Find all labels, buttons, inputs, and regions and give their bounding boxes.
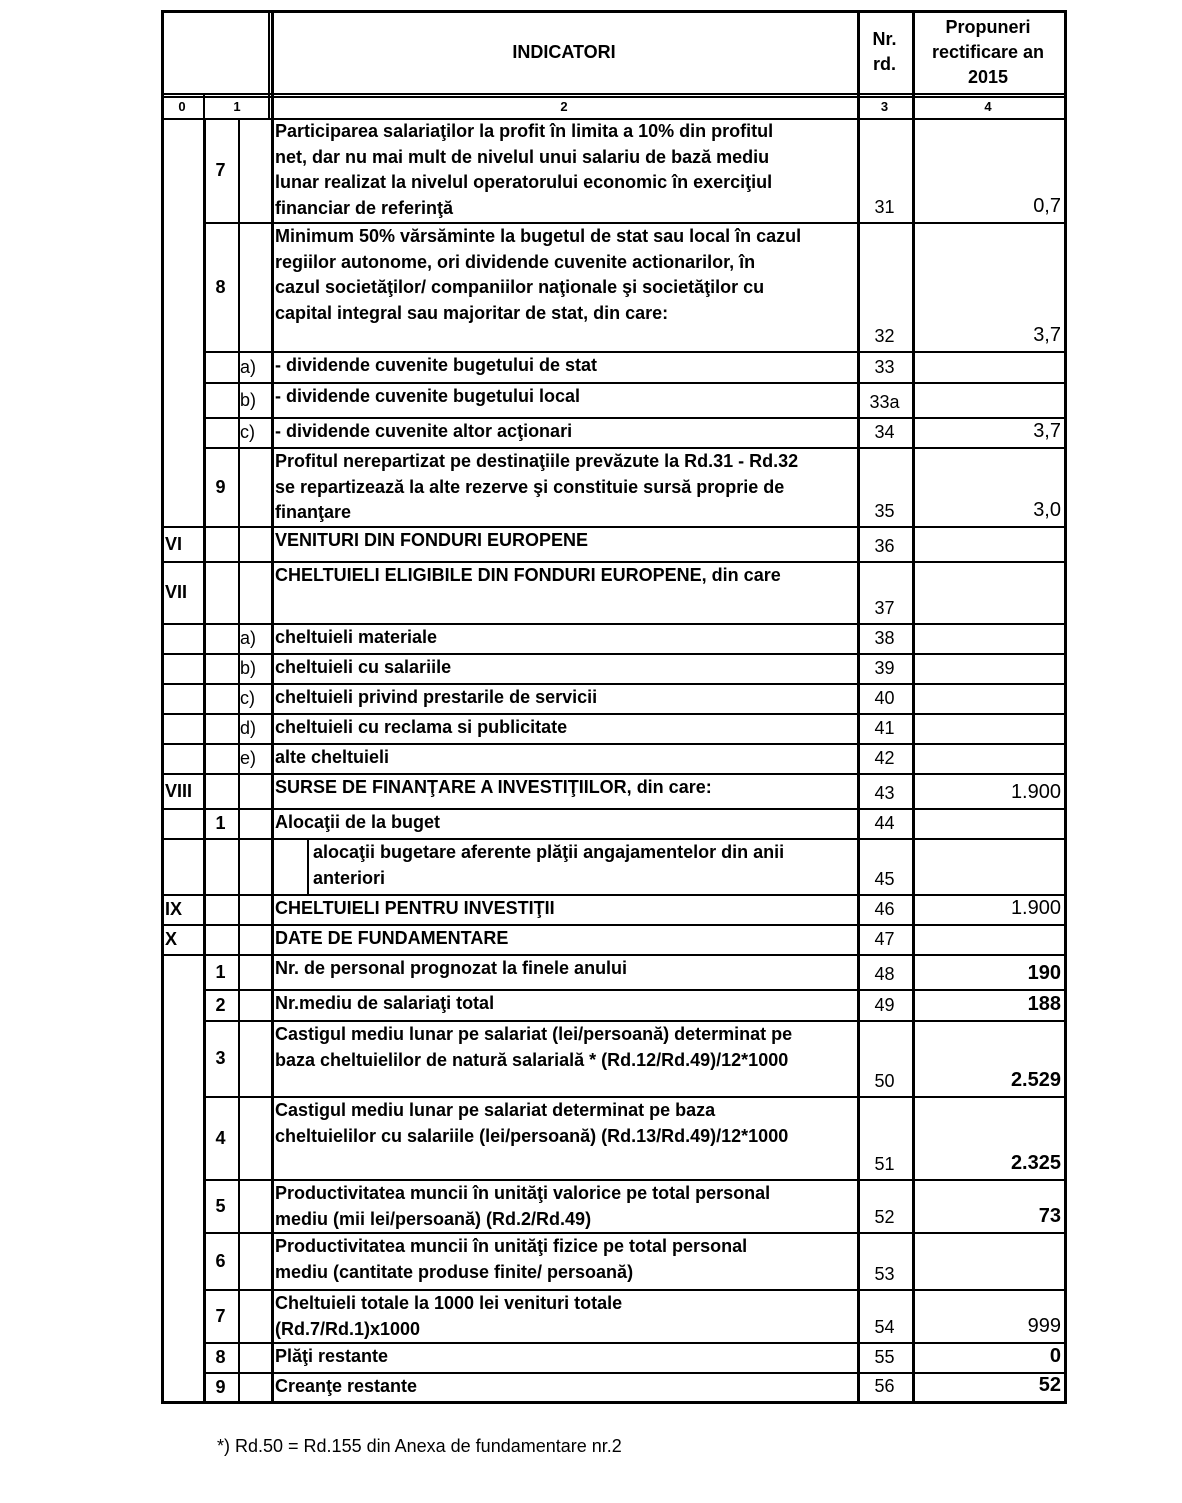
sub-letter: b) bbox=[240, 658, 257, 678]
column-divider bbox=[238, 839, 240, 895]
row-number: 3 bbox=[215, 1048, 226, 1068]
nr-rd: 35 bbox=[874, 501, 895, 521]
nr-rd: 33 bbox=[874, 357, 895, 377]
nr-rd: 56 bbox=[874, 1376, 895, 1396]
column-divider bbox=[238, 1373, 240, 1402]
nr-rd: 50 bbox=[874, 1071, 895, 1091]
header-indicatori: INDICATORI bbox=[512, 42, 616, 62]
indicator-text: Participarea salariaţilor la profit în limita a 10% din profitul net, dar nu mai mult de nivelul unui salariu de bază mediu lunar realizat la nivelul operatorului economic în exerciţiul financiar de referinţă bbox=[275, 121, 774, 218]
sub-letter: e) bbox=[240, 748, 257, 768]
indicator-text: alocaţii bugetare aferente plăţii angajamentelor din anii anteriori bbox=[313, 842, 785, 888]
row-number: 5 bbox=[215, 1195, 226, 1216]
index-cell: 2 bbox=[560, 99, 568, 114]
column-divider bbox=[238, 955, 240, 990]
nr-rd: 37 bbox=[874, 598, 895, 618]
value: 3,0 bbox=[1033, 499, 1061, 521]
column-divider bbox=[238, 990, 240, 1021]
indicator-text: Profitul nerepartizat pe destinaţiile prevăzute la Rd.31 - Rd.32 se repartizează la alte rezerve şi constituie sursă proprie de finanţare bbox=[275, 451, 799, 522]
indicator-text: cheltuieli cu reclama si publicitate bbox=[275, 717, 568, 737]
value: 190 bbox=[1027, 962, 1061, 984]
row-number: 8 bbox=[215, 276, 226, 297]
indicator-text: Castigul mediu lunar pe salariat determinat pe baza cheltuielilor cu salariile (lei/persoană) (Rd.13/Rd.49)/12*1000 bbox=[275, 1100, 789, 1146]
indicator-text: cheltuieli materiale bbox=[275, 627, 438, 647]
column-divider bbox=[271, 10, 274, 1404]
indicator-text: VENITURI DIN FONDURI EUROPENE bbox=[275, 530, 589, 550]
indicator-text: Nr.mediu de salariaţi total bbox=[275, 993, 495, 1013]
nr-rd: 55 bbox=[874, 1347, 895, 1367]
indicators-table bbox=[160, 10, 1065, 1403]
indicator-text: CHELTUIELI ELIGIBILE DIN FONDURI EUROPENE, din care bbox=[275, 565, 781, 585]
sub-letter: d) bbox=[240, 718, 257, 738]
column-divider bbox=[238, 809, 240, 839]
nr-rd: 47 bbox=[874, 929, 895, 949]
column-divider bbox=[1064, 10, 1067, 1404]
indicator-text: Nr. de personal prognozat la finele anului bbox=[275, 958, 628, 978]
row-number: 4 bbox=[215, 1127, 226, 1148]
nr-rd: 34 bbox=[874, 422, 895, 442]
nr-rd: 53 bbox=[874, 1264, 895, 1284]
nr-rd: 46 bbox=[874, 899, 895, 919]
index-cell: 3 bbox=[880, 99, 889, 114]
row-number: 8 bbox=[215, 1347, 226, 1367]
column-divider bbox=[238, 1233, 240, 1290]
column-divider bbox=[238, 1180, 240, 1233]
column-divider bbox=[238, 1343, 240, 1373]
roman-numeral: VI bbox=[165, 533, 183, 554]
row-number: 9 bbox=[215, 1377, 226, 1397]
row-number: 7 bbox=[215, 1305, 226, 1326]
nr-rd: 38 bbox=[874, 628, 895, 648]
nr-rd: 54 bbox=[874, 1317, 895, 1337]
sub-letter: c) bbox=[240, 422, 255, 442]
column-divider bbox=[238, 562, 240, 624]
sub-letter: a) bbox=[240, 628, 257, 648]
indicator-text: - dividende cuvenite bugetului de stat bbox=[275, 355, 598, 375]
column-divider bbox=[238, 1290, 240, 1343]
column-divider bbox=[203, 118, 206, 1404]
value: 1.900 bbox=[1010, 781, 1061, 803]
indicator-text: Castigul mediu lunar pe salariat (lei/persoană) determinat pe baza cheltuielilor de natură salarială * (Rd.12/Rd.49)/12*1000 bbox=[275, 1024, 793, 1070]
indicator-text: Alocaţii de la buget bbox=[275, 812, 441, 832]
column-divider bbox=[238, 1097, 240, 1180]
indicator-text: Creanţe restante bbox=[275, 1376, 418, 1396]
index-cell: 4 bbox=[984, 99, 992, 114]
nr-rd: 42 bbox=[874, 748, 895, 768]
value: 1.900 bbox=[1010, 897, 1061, 919]
footnote: *) Rd.50 = Rd.155 din Anexa de fundamentare nr.2 bbox=[217, 1436, 622, 1456]
header-nr-rd: Nr. rd. bbox=[872, 29, 897, 74]
indicator-text: cheltuieli cu salariile bbox=[275, 657, 452, 677]
value: 3,7 bbox=[1033, 420, 1061, 442]
column-divider bbox=[307, 839, 309, 895]
roman-numeral: IX bbox=[165, 899, 183, 919]
sub-letter: b) bbox=[240, 389, 257, 410]
row-number: 1 bbox=[215, 813, 226, 833]
row-number: 1 bbox=[215, 961, 226, 982]
column-divider bbox=[238, 448, 240, 527]
column-divider bbox=[238, 1021, 240, 1097]
nr-rd: 49 bbox=[874, 995, 895, 1015]
indicator-text: Productivitatea muncii în unităţi fizice pe total personal mediu (cantitate produse finite/ persoană) bbox=[275, 1236, 748, 1282]
column-divider bbox=[238, 118, 240, 223]
value: 0,7 bbox=[1033, 195, 1061, 217]
indicator-text: cheltuieli privind prestarile de servicii bbox=[275, 687, 598, 707]
row-divider bbox=[161, 93, 1066, 95]
column-divider bbox=[238, 527, 240, 562]
nr-rd: 36 bbox=[874, 536, 895, 556]
nr-rd: 39 bbox=[874, 658, 895, 678]
indicator-text: - dividende cuvenite bugetului local bbox=[275, 386, 581, 406]
nr-rd: 41 bbox=[874, 718, 895, 738]
sub-letter: a) bbox=[240, 356, 257, 377]
roman-numeral: X bbox=[165, 929, 178, 949]
header-propuneri: Propuneri rectificare an 2015 bbox=[931, 17, 1045, 87]
indicator-text: - dividende cuvenite altor acţionari bbox=[275, 421, 573, 441]
row-number: 2 bbox=[215, 994, 226, 1015]
nr-rd: 45 bbox=[874, 869, 895, 889]
sub-letter: c) bbox=[240, 688, 255, 708]
indicator-text: Productivitatea muncii în unităţi valorice pe total personal mediu (mii lei/persoană) (Rd.2/Rd.49) bbox=[275, 1183, 771, 1229]
value: 73 bbox=[1038, 1205, 1061, 1227]
value: 2.325 bbox=[1010, 1152, 1061, 1174]
column-divider bbox=[161, 10, 164, 1404]
nr-rd: 33a bbox=[869, 392, 900, 412]
row-number: 6 bbox=[215, 1250, 226, 1271]
column-divider bbox=[238, 895, 240, 925]
nr-rd: 52 bbox=[874, 1207, 895, 1227]
roman-numeral: VII bbox=[165, 582, 188, 602]
column-divider bbox=[238, 223, 240, 352]
value: 2.529 bbox=[1010, 1069, 1061, 1091]
nr-rd: 48 bbox=[874, 964, 895, 984]
row-number: 7 bbox=[215, 159, 226, 180]
column-divider bbox=[238, 925, 240, 955]
nr-rd: 44 bbox=[874, 813, 895, 833]
nr-rd: 31 bbox=[874, 197, 895, 217]
indicator-text: CHELTUIELI PENTRU INVESTIŢII bbox=[275, 898, 555, 918]
index-cell: 0 bbox=[178, 99, 186, 114]
nr-rd: 32 bbox=[874, 326, 895, 346]
roman-numeral: VIII bbox=[165, 780, 193, 801]
column-divider bbox=[238, 774, 240, 809]
indicator-text: SURSE DE FINANŢARE A INVESTIŢIILOR, din care: bbox=[275, 777, 712, 797]
row-number: 9 bbox=[215, 476, 226, 497]
value: 188 bbox=[1027, 993, 1061, 1015]
column-divider bbox=[912, 10, 915, 1404]
indicator-text: Plăţi restante bbox=[275, 1346, 389, 1366]
indicator-text: alte cheltuieli bbox=[275, 747, 390, 767]
nr-rd: 43 bbox=[874, 783, 895, 803]
value: 3,7 bbox=[1033, 324, 1061, 346]
value: 999 bbox=[1027, 1315, 1061, 1337]
indicator-text: Minimum 50% vărsăminte la bugetul de stat sau local în cazul regiilor autonome, ori dividende cuvenite actionarilor, în cazul societăţilor/ companiilor naţionale şi societăţilor cu capital integral sau majoritar de stat, din care: bbox=[275, 226, 802, 323]
index-cell: 1 bbox=[233, 99, 241, 114]
indicator-text: DATE DE FUNDAMENTARE bbox=[275, 928, 509, 948]
row-divider bbox=[161, 1401, 1066, 1403]
nr-rd: 40 bbox=[874, 688, 895, 708]
indicator-text: Cheltuieli totale la 1000 lei venituri totale (Rd.7/Rd.1)x1000 bbox=[275, 1293, 623, 1339]
value: 52 bbox=[1038, 1374, 1061, 1396]
nr-rd: 51 bbox=[874, 1154, 895, 1174]
value: 0 bbox=[1049, 1345, 1061, 1367]
